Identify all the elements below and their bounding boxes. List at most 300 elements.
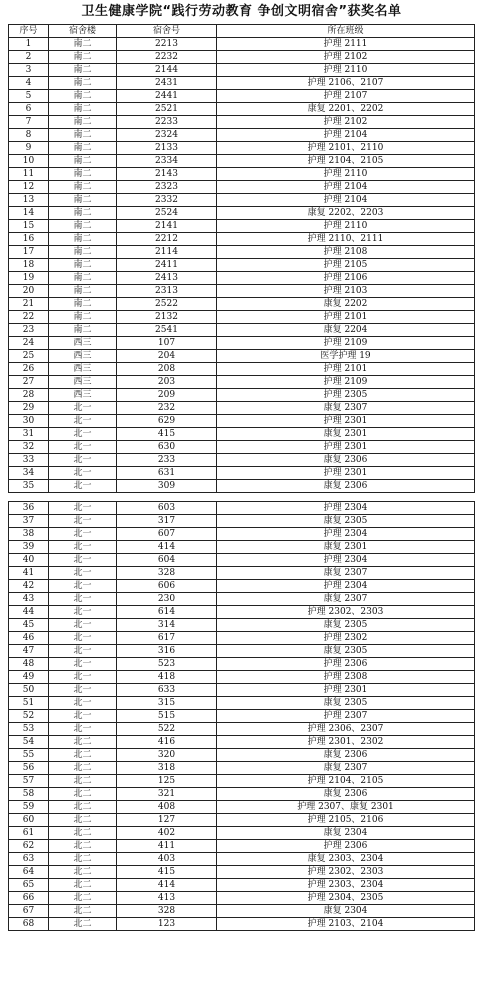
table-row [9, 155, 475, 168]
cell-class: 康复 2301 [217, 428, 475, 441]
table-row [9, 272, 475, 285]
cell-building: 南二 [49, 233, 117, 246]
table-row [9, 918, 475, 931]
cell-room: 523 [117, 658, 217, 671]
cell-room: 309 [117, 480, 217, 493]
table-row [9, 181, 475, 194]
cell-class: 康复 2202 [217, 298, 475, 311]
cell-room: 607 [117, 528, 217, 541]
table-row [9, 541, 475, 554]
table-row [9, 814, 475, 827]
cell-room: 2431 [117, 77, 217, 90]
cell-room: 2114 [117, 246, 217, 259]
cell-building: 北一 [49, 580, 117, 593]
cell-building: 北二 [49, 762, 117, 775]
cell-room: 316 [117, 645, 217, 658]
cell-building: 南二 [49, 298, 117, 311]
cell-room: 2133 [117, 142, 217, 155]
cell-building: 北二 [49, 879, 117, 892]
cell-building: 南二 [49, 220, 117, 233]
table-body-1 [9, 38, 475, 493]
cell-class: 康复 2204 [217, 324, 475, 337]
cell-index: 6 [9, 103, 49, 116]
cell-room: 107 [117, 337, 217, 350]
table-row [9, 879, 475, 892]
cell-building: 北一 [49, 515, 117, 528]
table-row [9, 389, 475, 402]
cell-building: 南二 [49, 77, 117, 90]
cell-index: 39 [9, 541, 49, 554]
cell-class: 护理 2306 [217, 840, 475, 853]
cell-room: 603 [117, 502, 217, 515]
cell-class: 护理 2306、2307 [217, 723, 475, 736]
cell-index: 65 [9, 879, 49, 892]
cell-room: 2232 [117, 51, 217, 64]
cell-index: 46 [9, 632, 49, 645]
table-row [9, 246, 475, 259]
cell-room: 629 [117, 415, 217, 428]
cell-class: 康复 2304 [217, 827, 475, 840]
cell-room: 203 [117, 376, 217, 389]
table-row [9, 905, 475, 918]
table-row [9, 684, 475, 697]
cell-building: 南二 [49, 181, 117, 194]
cell-index: 16 [9, 233, 49, 246]
cell-building: 北二 [49, 827, 117, 840]
table-row [9, 129, 475, 142]
cell-index: 66 [9, 892, 49, 905]
cell-building: 北一 [49, 402, 117, 415]
cell-class: 康复 2305 [217, 645, 475, 658]
cell-building: 北一 [49, 502, 117, 515]
cell-room: 2522 [117, 298, 217, 311]
cell-room: 415 [117, 428, 217, 441]
table-row [9, 90, 475, 103]
table-row [9, 502, 475, 515]
table-row [9, 220, 475, 233]
table-row [9, 116, 475, 129]
cell-index: 20 [9, 285, 49, 298]
table-row [9, 77, 475, 90]
cell-room: 2411 [117, 259, 217, 272]
cell-room: 2132 [117, 311, 217, 324]
cell-index: 25 [9, 350, 49, 363]
cell-room: 230 [117, 593, 217, 606]
cell-building: 北二 [49, 892, 117, 905]
cell-building: 西三 [49, 363, 117, 376]
cell-room: 2323 [117, 181, 217, 194]
cell-room: 416 [117, 736, 217, 749]
cell-index: 28 [9, 389, 49, 402]
table-row [9, 207, 475, 220]
cell-room: 2441 [117, 90, 217, 103]
cell-building: 北一 [49, 710, 117, 723]
cell-building: 南二 [49, 311, 117, 324]
cell-index: 3 [9, 64, 49, 77]
cell-class: 护理 2304 [217, 502, 475, 515]
cell-building: 北一 [49, 671, 117, 684]
table-row [9, 441, 475, 454]
table-header-row [9, 25, 475, 38]
cell-class: 康复 2307 [217, 593, 475, 606]
cell-room: 125 [117, 775, 217, 788]
table-row [9, 723, 475, 736]
cell-building: 南二 [49, 155, 117, 168]
cell-index: 54 [9, 736, 49, 749]
table-row [9, 892, 475, 905]
table-row [9, 554, 475, 567]
cell-room: 320 [117, 749, 217, 762]
cell-class: 康复 2306 [217, 480, 475, 493]
table-row [9, 775, 475, 788]
cell-class: 护理 2103、2104 [217, 918, 475, 931]
cell-class: 护理 2107 [217, 90, 475, 103]
cell-class: 康复 2201、2202 [217, 103, 475, 116]
cell-room: 2141 [117, 220, 217, 233]
table-row [9, 142, 475, 155]
table-row [9, 710, 475, 723]
cell-building: 北二 [49, 736, 117, 749]
cell-index: 55 [9, 749, 49, 762]
table-row [9, 168, 475, 181]
cell-building: 北一 [49, 480, 117, 493]
cell-index: 48 [9, 658, 49, 671]
cell-room: 208 [117, 363, 217, 376]
cell-index: 42 [9, 580, 49, 593]
table-row [9, 762, 475, 775]
table-row [9, 567, 475, 580]
cell-index: 40 [9, 554, 49, 567]
cell-room: 522 [117, 723, 217, 736]
table-row [9, 840, 475, 853]
cell-index: 45 [9, 619, 49, 632]
cell-index: 67 [9, 905, 49, 918]
cell-building: 南二 [49, 90, 117, 103]
cell-class: 护理 2110 [217, 64, 475, 77]
cell-class: 护理 2305 [217, 389, 475, 402]
cell-class: 护理 2301、2302 [217, 736, 475, 749]
cell-class: 护理 2104 [217, 181, 475, 194]
cell-class: 护理 2304 [217, 554, 475, 567]
cell-room: 2213 [117, 38, 217, 51]
cell-room: 328 [117, 567, 217, 580]
cell-index: 10 [9, 155, 49, 168]
cell-building: 北二 [49, 775, 117, 788]
cell-building: 北二 [49, 840, 117, 853]
header-room: 宿舍号 [117, 25, 217, 38]
cell-class: 护理 2104 [217, 129, 475, 142]
cell-room: 314 [117, 619, 217, 632]
cell-class: 护理 2101、2110 [217, 142, 475, 155]
cell-building: 南二 [49, 324, 117, 337]
cell-room: 232 [117, 402, 217, 415]
table-row [9, 749, 475, 762]
cell-index: 34 [9, 467, 49, 480]
cell-building: 南二 [49, 272, 117, 285]
cell-building: 北一 [49, 467, 117, 480]
cell-class: 护理 2108 [217, 246, 475, 259]
table-row [9, 298, 475, 311]
table-row [9, 415, 475, 428]
table-row [9, 38, 475, 51]
cell-building: 北一 [49, 684, 117, 697]
table-row [9, 467, 475, 480]
cell-room: 328 [117, 905, 217, 918]
cell-class: 护理 2304 [217, 528, 475, 541]
header-index: 序号 [9, 25, 49, 38]
cell-class: 护理 2103 [217, 285, 475, 298]
cell-room: 204 [117, 350, 217, 363]
cell-index: 31 [9, 428, 49, 441]
cell-index: 58 [9, 788, 49, 801]
table-row [9, 866, 475, 879]
cell-class: 护理 2109 [217, 337, 475, 350]
table-row [9, 259, 475, 272]
table-row [9, 801, 475, 814]
cell-room: 2521 [117, 103, 217, 116]
table-row [9, 827, 475, 840]
cell-index: 7 [9, 116, 49, 129]
cell-index: 12 [9, 181, 49, 194]
cell-room: 2324 [117, 129, 217, 142]
cell-room: 411 [117, 840, 217, 853]
cell-class: 护理 2101 [217, 363, 475, 376]
cell-room: 233 [117, 454, 217, 467]
cell-room: 604 [117, 554, 217, 567]
cell-building: 北一 [49, 606, 117, 619]
cell-room: 127 [117, 814, 217, 827]
table-row [9, 194, 475, 207]
cell-index: 2 [9, 51, 49, 64]
cell-index: 49 [9, 671, 49, 684]
cell-class: 护理 2301 [217, 441, 475, 454]
cell-index: 61 [9, 827, 49, 840]
cell-class: 护理 2307、康复 2301 [217, 801, 475, 814]
cell-building: 南二 [49, 64, 117, 77]
cell-class: 康复 2303、2304 [217, 853, 475, 866]
cell-room: 315 [117, 697, 217, 710]
cell-room: 415 [117, 866, 217, 879]
cell-class: 康复 2305 [217, 697, 475, 710]
cell-class: 护理 2104、2105 [217, 775, 475, 788]
cell-class: 医学护理 19 [217, 350, 475, 363]
cell-room: 414 [117, 879, 217, 892]
cell-index: 26 [9, 363, 49, 376]
cell-building: 北一 [49, 415, 117, 428]
cell-room: 617 [117, 632, 217, 645]
table-body-2 [9, 502, 475, 931]
cell-index: 18 [9, 259, 49, 272]
cell-room: 209 [117, 389, 217, 402]
cell-index: 13 [9, 194, 49, 207]
cell-building: 南二 [49, 116, 117, 129]
cell-class: 康复 2306 [217, 788, 475, 801]
cell-room: 630 [117, 441, 217, 454]
cell-index: 56 [9, 762, 49, 775]
cell-room: 402 [117, 827, 217, 840]
cell-room: 614 [117, 606, 217, 619]
cell-index: 59 [9, 801, 49, 814]
cell-building: 北一 [49, 723, 117, 736]
cell-building: 北一 [49, 441, 117, 454]
table-row [9, 376, 475, 389]
cell-room: 2212 [117, 233, 217, 246]
cell-class: 护理 2302、2303 [217, 606, 475, 619]
cell-class: 护理 2110 [217, 168, 475, 181]
cell-building: 南二 [49, 259, 117, 272]
cell-building: 北一 [49, 554, 117, 567]
cell-class: 康复 2307 [217, 567, 475, 580]
cell-index: 50 [9, 684, 49, 697]
document-title: 卫生健康学院“践行劳动教育 争创文明宿舍”获奖名单 [81, 4, 402, 19]
cell-room: 2332 [117, 194, 217, 207]
award-table-part-2 [8, 501, 475, 931]
table-row [9, 593, 475, 606]
cell-class: 护理 2102 [217, 116, 475, 129]
cell-room: 321 [117, 788, 217, 801]
cell-room: 2524 [117, 207, 217, 220]
cell-room: 318 [117, 762, 217, 775]
cell-index: 38 [9, 528, 49, 541]
table-row [9, 788, 475, 801]
cell-index: 27 [9, 376, 49, 389]
table-row [9, 402, 475, 415]
cell-building: 南二 [49, 38, 117, 51]
cell-class: 护理 2110 [217, 220, 475, 233]
cell-index: 60 [9, 814, 49, 827]
cell-class: 护理 2111 [217, 38, 475, 51]
cell-index: 19 [9, 272, 49, 285]
table-row [9, 853, 475, 866]
cell-index: 64 [9, 866, 49, 879]
cell-index: 63 [9, 853, 49, 866]
cell-class: 康复 2305 [217, 619, 475, 632]
cell-building: 西三 [49, 350, 117, 363]
cell-building: 北二 [49, 788, 117, 801]
cell-class: 护理 2101 [217, 311, 475, 324]
table-row [9, 64, 475, 77]
table-row [9, 428, 475, 441]
cell-building: 南二 [49, 103, 117, 116]
header-building: 宿舍楼 [49, 25, 117, 38]
cell-building: 北一 [49, 697, 117, 710]
cell-building: 北一 [49, 619, 117, 632]
cell-room: 403 [117, 853, 217, 866]
cell-building: 北二 [49, 918, 117, 931]
cell-class: 护理 2302、2303 [217, 866, 475, 879]
cell-class: 护理 2308 [217, 671, 475, 684]
cell-class: 康复 2305 [217, 515, 475, 528]
cell-building: 北一 [49, 658, 117, 671]
cell-index: 14 [9, 207, 49, 220]
cell-room: 418 [117, 671, 217, 684]
cell-index: 11 [9, 168, 49, 181]
cell-index: 33 [9, 454, 49, 467]
cell-index: 36 [9, 502, 49, 515]
table-row [9, 697, 475, 710]
table-row [9, 350, 475, 363]
cell-building: 北二 [49, 814, 117, 827]
cell-building: 西三 [49, 389, 117, 402]
cell-index: 9 [9, 142, 49, 155]
cell-room: 631 [117, 467, 217, 480]
cell-index: 44 [9, 606, 49, 619]
cell-class: 护理 2307 [217, 710, 475, 723]
cell-room: 515 [117, 710, 217, 723]
cell-room: 317 [117, 515, 217, 528]
cell-building: 南二 [49, 207, 117, 220]
cell-index: 41 [9, 567, 49, 580]
cell-building: 北一 [49, 454, 117, 467]
cell-class: 护理 2104、2105 [217, 155, 475, 168]
cell-class: 护理 2110、2111 [217, 233, 475, 246]
cell-index: 35 [9, 480, 49, 493]
cell-building: 北一 [49, 632, 117, 645]
cell-room: 408 [117, 801, 217, 814]
cell-room: 2313 [117, 285, 217, 298]
cell-room: 2334 [117, 155, 217, 168]
cell-class: 康复 2306 [217, 454, 475, 467]
table-row [9, 51, 475, 64]
cell-building: 北一 [49, 567, 117, 580]
cell-index: 29 [9, 402, 49, 415]
cell-index: 47 [9, 645, 49, 658]
cell-building: 北二 [49, 749, 117, 762]
cell-room: 2143 [117, 168, 217, 181]
cell-class: 护理 2102 [217, 51, 475, 64]
cell-class: 护理 2306 [217, 658, 475, 671]
cell-index: 1 [9, 38, 49, 51]
cell-index: 17 [9, 246, 49, 259]
cell-index: 5 [9, 90, 49, 103]
table-row [9, 645, 475, 658]
table-row [9, 337, 475, 350]
cell-index: 62 [9, 840, 49, 853]
cell-room: 2413 [117, 272, 217, 285]
cell-building: 西三 [49, 376, 117, 389]
cell-building: 南二 [49, 246, 117, 259]
table-row [9, 528, 475, 541]
cell-room: 606 [117, 580, 217, 593]
cell-building: 北一 [49, 541, 117, 554]
cell-building: 西三 [49, 337, 117, 350]
cell-building: 北二 [49, 801, 117, 814]
table-row [9, 480, 475, 493]
cell-building: 南二 [49, 168, 117, 181]
table-row [9, 619, 475, 632]
cell-index: 32 [9, 441, 49, 454]
table-row [9, 285, 475, 298]
cell-class: 护理 2106、2107 [217, 77, 475, 90]
cell-class: 护理 2105 [217, 259, 475, 272]
cell-class: 护理 2301 [217, 684, 475, 697]
cell-class: 护理 2304、2305 [217, 892, 475, 905]
cell-building: 北二 [49, 853, 117, 866]
cell-room: 2541 [117, 324, 217, 337]
cell-building: 南二 [49, 285, 117, 298]
cell-class: 康复 2306 [217, 749, 475, 762]
cell-class: 护理 2304 [217, 580, 475, 593]
table-row [9, 363, 475, 376]
cell-class: 护理 2303、2304 [217, 879, 475, 892]
cell-index: 68 [9, 918, 49, 931]
cell-class: 护理 2106 [217, 272, 475, 285]
table-row [9, 580, 475, 593]
cell-class: 护理 2104 [217, 194, 475, 207]
table-row [9, 311, 475, 324]
cell-class: 护理 2109 [217, 376, 475, 389]
table-row [9, 515, 475, 528]
